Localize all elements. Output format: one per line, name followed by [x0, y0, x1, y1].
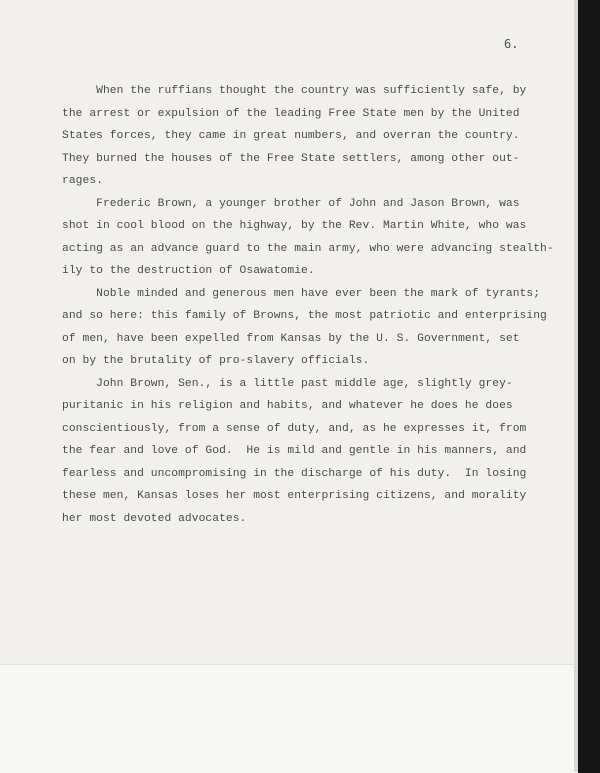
- text-line: shot in cool blood on the highway, by the Rev. Martin White, who was: [62, 220, 527, 232]
- text-line: fearless and uncompromising in the discharge of his duty. In losing: [62, 467, 527, 480]
- text-line: ily to the destruction of Osawatomie.: [62, 265, 315, 277]
- text-line: John Brown, Sen., is a little past middle age, slightly grey-: [62, 377, 513, 390]
- text-line: these men, Kansas loses her most enterprising citizens, and morality: [62, 490, 527, 502]
- text-line: puritanic in his religion and habits, and whatever he does he does: [62, 400, 513, 412]
- text-line: Frederic Brown, a younger brother of John and Jason Brown, was: [62, 197, 520, 210]
- page-number: 6.: [504, 37, 519, 51]
- text-line: conscientiously, from a sense of duty, and, as he expresses it, from: [62, 422, 527, 435]
- text-line: They burned the houses of the Free State settlers, among other out-: [62, 152, 520, 165]
- text-line: States forces, they came in great numbers, and overran the country.: [62, 130, 520, 142]
- underlying-sheet: [0, 664, 578, 773]
- text-line: of men, have been expelled from Kansas by the U. S. Government, set: [62, 332, 520, 345]
- typescript-body: [62, 80, 554, 530]
- text-line: When the ruffians thought the country was sufficiently safe, by: [62, 85, 527, 97]
- text-line: acting as an advance guard to the main army, who were advancing stealth-: [62, 242, 554, 255]
- page-edge: [574, 0, 578, 772]
- text-line: the arrest or expulsion of the leading Free State men by the United: [62, 107, 520, 120]
- text-line: on by the brutality of pro-slavery officials.: [62, 355, 370, 367]
- text-line: rages.: [62, 175, 103, 187]
- text-line: her most devoted advocates.: [62, 512, 247, 525]
- text-line: Noble minded and generous men have ever been the mark of tyrants;: [62, 287, 541, 300]
- text-line: and so here: this family of Browns, the most patriotic and enterprising: [62, 310, 547, 322]
- text-line: the fear and love of God. He is mild and gentle in his manners, and: [62, 445, 527, 457]
